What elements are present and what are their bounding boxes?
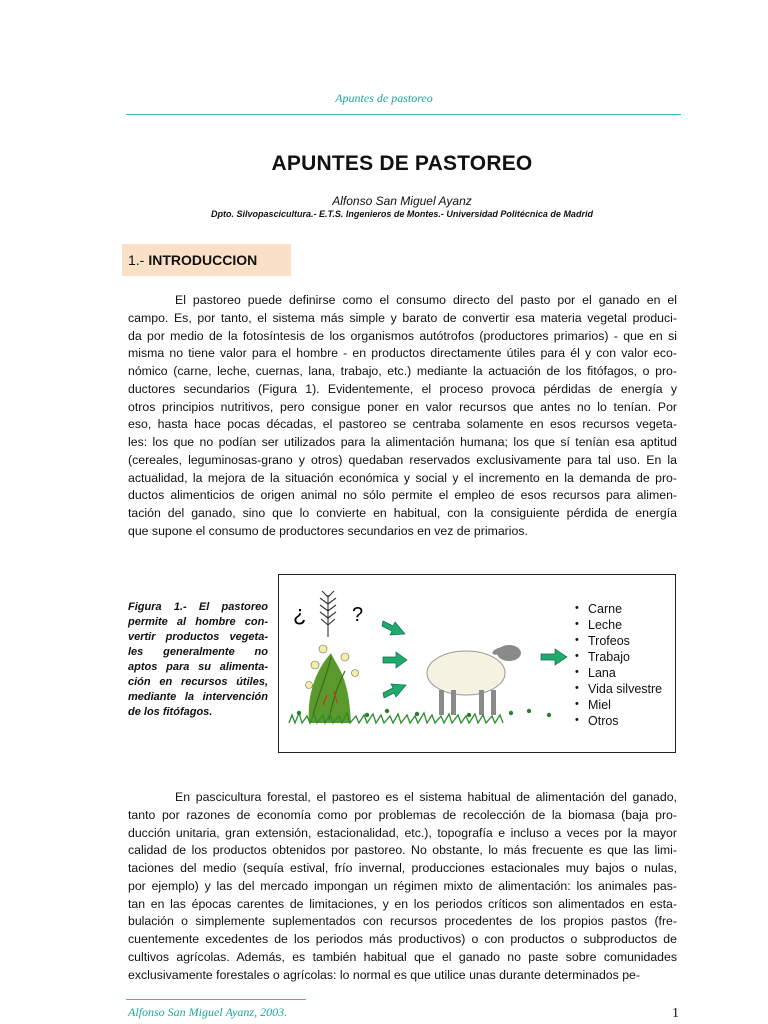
product-item: • Trofeos: [575, 633, 662, 649]
paragraph-forestal: [128, 789, 677, 984]
product-item: • Miel: [575, 697, 662, 713]
text-line: misma no tiene valor para el hombre - en productos directamente útiles para él y con valor eco-: [128, 346, 677, 361]
text-line: cuentemente excedentes de los periodos más productivos) o con productos o subproductos de: [128, 932, 677, 946]
product-item: • Vida silvestre: [575, 681, 662, 697]
text-line: cultivos agrícolas. Además, es también habitual que el ganado no paste sobre comunidades: [128, 949, 677, 964]
text-line: Figura 1.- El pastoreo: [128, 601, 268, 613]
text-line: El pastoreo puede definirse como el consumo directo del pasto por el ganado en el: [175, 293, 677, 307]
document-author: Alfonso San Miguel Ayanz: [332, 194, 472, 208]
text-line: por ejemplo) y las del mercado impongan un régimen mixto de alimentación: los animales pas-: [128, 878, 677, 893]
section-heading: [122, 244, 291, 276]
text-line: que supone el consumo de productores secundarios en vez de primarios.: [128, 523, 528, 538]
text-line: exclusivamente forestales o agrícolas: lo normal es que utilice unas durante determinados pe-: [128, 967, 640, 982]
text-line: bulación o simplemente suplementados con recursos procedentes de los propios pastos (fre-: [128, 914, 677, 929]
text-line: nómico (carne, leche, cuernas, lana, trabajo, etc.) mediante la actuación de los fitófagos, o pro-: [128, 364, 677, 378]
text-line: les generalmente no: [128, 646, 268, 658]
wheat-icon: [320, 591, 336, 637]
text-line: eso, hasta hace pocas décadas, el pastoreo se centraba solamente en esos recursos vegeta-: [128, 417, 677, 432]
product-item: • Carne: [575, 601, 662, 617]
text-line: les: los que no podían ser utilizados para la alimentación humana; los que sí tenían esa aptitud: [128, 435, 677, 449]
text-line: vertir productos vegeta-: [128, 631, 268, 643]
product-item: • Leche: [575, 617, 662, 633]
section-number: 1.-: [128, 252, 145, 268]
text-line: otros principios nutritivos, pero consigue poner en valor recursos que antes no lo tenían. Por: [128, 399, 677, 414]
text-line: tación del ganado, sino que lo convierte en habitual, con la consiguiente pérdida de energía: [128, 506, 677, 520]
arrow-right-icon: [382, 621, 407, 698]
products-list: [575, 601, 662, 729]
sheep-icon: [427, 645, 521, 715]
text-line: ción en recursos útiles,: [128, 676, 268, 688]
text-line: mediante la intervención: [128, 691, 268, 703]
text-line: campo. Es, por tanto, el sistema más simple y barato de convertir esa materia vegetal produci-: [128, 310, 677, 325]
document-affiliation: Dpto. Silvopascicultura.- E.T.S. Ingenieros de Montes.- Universidad Politécnica de Madrid: [211, 209, 593, 219]
text-line: actualidad, la mejora de la situación económica y social y el incremento en la demanda de pro-: [128, 470, 677, 485]
text-line: aptos para su alimenta-: [128, 661, 268, 673]
text-line: En pascicultura forestal, el pastoreo es el sistema habitual de alimentación del ganado,: [175, 790, 677, 804]
footer-divider: [126, 999, 306, 1000]
product-item: • Trabajo: [575, 649, 662, 665]
header-divider: [126, 114, 681, 115]
section-name: INTRODUCCION: [148, 252, 258, 268]
text-line: permite al hombre con-: [128, 616, 268, 628]
text-line: da por medio de la fotosíntesis de los organismos autótrofos (productores primarios) - que en si: [128, 328, 677, 343]
figure-caption: [128, 600, 268, 720]
document-title: APUNTES DE PASTOREO: [271, 152, 533, 175]
shrub-icon: [306, 645, 359, 723]
running-header: Apuntes de pastoreo: [335, 91, 433, 105]
text-line: de los fitófagos.: [128, 706, 213, 718]
footer-author: Alfonso San Miguel Ayanz, 2003.: [128, 1005, 288, 1019]
product-item: • Lana: [575, 665, 662, 681]
question-open: ¿: [293, 601, 307, 626]
figure-1: [278, 574, 676, 753]
arrow-right-icon: [541, 649, 567, 665]
paragraph-intro: [128, 292, 677, 541]
text-line: ducción unitaria, gran extensión, estacionalidad, etc.), topografía e incluso a veces por la mayor: [128, 825, 677, 840]
text-line: calidad de los productos obtenidos por pastoreo. No obstante, lo más frecuente es que las limi-: [128, 843, 677, 858]
text-line: (cereales, leguminosas-grano y otros) quedaban reservados exclusivamente para tal uso. En la: [128, 452, 677, 467]
text-line: ductores secundarios (Figura 1). Evidentemente, el proceso provoca pérdidas de energía y: [128, 381, 677, 396]
text-line: ductos alimenticios de origen animal no sólo permite el empleo de esos recursos para alimen-: [128, 488, 677, 503]
question-close: ?: [352, 604, 364, 626]
text-line: tanto por razones de economía como por problemas de recolección de la biomasa (baja pro-: [128, 807, 677, 822]
text-line: taciones del medio (sequía estival, frío invernal, producciones estacionales muy bajos o nulas,: [128, 861, 677, 875]
product-item: • Otros: [575, 713, 662, 729]
page-number: 1: [672, 1006, 679, 1021]
text-line: tan en las épocas carentes de limitaciones, y en los periodos críticos son alimentados en esta-: [128, 896, 677, 911]
